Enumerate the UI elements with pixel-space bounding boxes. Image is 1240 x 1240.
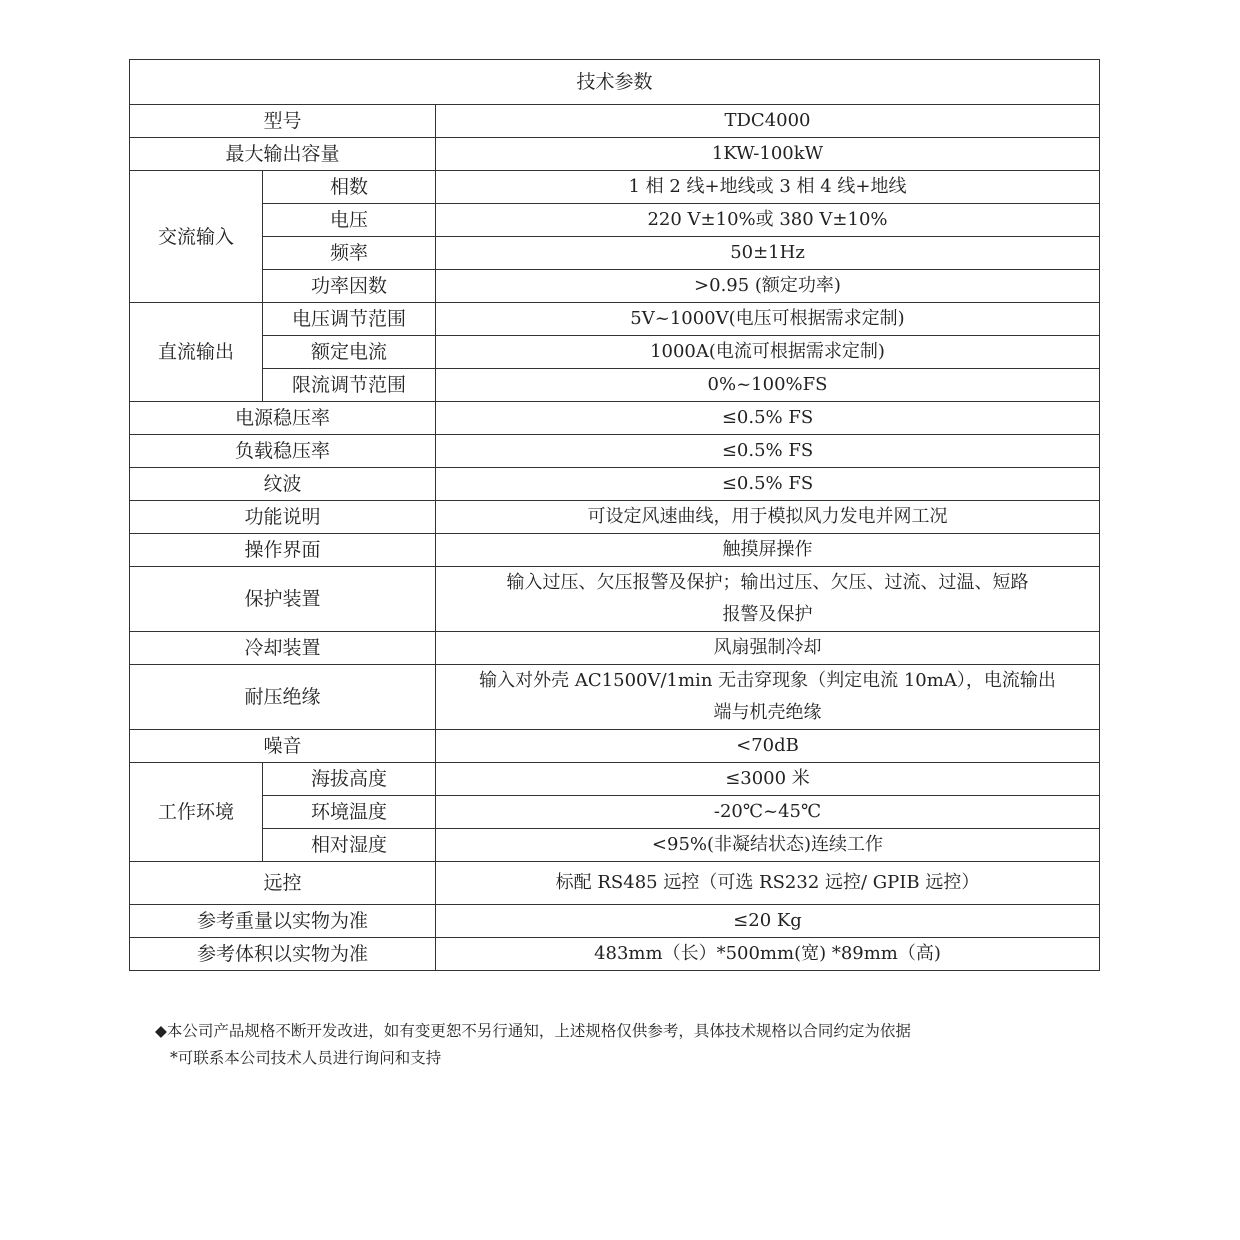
table-row (130, 435, 1100, 468)
row-label: 限流调节范围 (263, 369, 436, 402)
row-value: 50±1Hz (436, 237, 1100, 270)
row-value-line: 输入对外壳 AC1500V/1min 无击穿现象（判定电流 10mA），电流输出 (479, 670, 1056, 691)
spec-table (129, 59, 1100, 971)
row-value: ≤3000 米 (436, 763, 1100, 796)
footnote-disclaimer: ◆本公司产品规格不断开发改进，如有变更恕不另行通知，上述规格仅供参考，具体技术规格以合同约定为依据 (155, 1022, 911, 1040)
row-value: 触摸屏操作 (436, 534, 1100, 567)
row-label: 额定电流 (263, 336, 436, 369)
table-title: 技术参数 (130, 60, 1100, 105)
row-label: 电压调节范围 (263, 303, 436, 336)
table-row (130, 730, 1100, 763)
footnote-contact: *可联系本公司技术人员进行询问和支持 (170, 1049, 442, 1067)
table-row (130, 204, 1100, 237)
table-row (130, 938, 1100, 971)
row-label: 参考重量以实物为准 (130, 905, 436, 938)
table-row (130, 501, 1100, 534)
row-label: 功率因数 (263, 270, 436, 303)
table-row (130, 171, 1100, 204)
row-value: <95%(非凝结状态)连续工作 (436, 829, 1100, 862)
row-value: ≤0.5% FS (436, 435, 1100, 468)
row-label: 功能说明 (130, 501, 436, 534)
table-row (130, 270, 1100, 303)
row-label: 远控 (130, 862, 436, 905)
row-label: 冷却装置 (130, 632, 436, 665)
row-label: 纹波 (130, 468, 436, 501)
row-label: 环境温度 (263, 796, 436, 829)
table-row (130, 402, 1100, 435)
row-label: 保护装置 (130, 567, 436, 632)
row-value: TDC4000 (436, 105, 1100, 138)
row-value: 1KW-100kW (436, 138, 1100, 171)
table-row (130, 567, 1100, 632)
row-value: ≤20 Kg (436, 905, 1100, 938)
row-value: 1 相 2 线+地线或 3 相 4 线+地线 (436, 171, 1100, 204)
row-value: 可设定风速曲线，用于模拟风力发电并网工况 (436, 501, 1100, 534)
row-label: 操作界面 (130, 534, 436, 567)
table-row (130, 369, 1100, 402)
row-value: 220 V±10%或 380 V±10% (436, 204, 1100, 237)
row-label: 型号 (130, 105, 436, 138)
row-value: >0.95 (额定功率) (436, 270, 1100, 303)
table-row (130, 468, 1100, 501)
row-label: 耐压绝缘 (130, 665, 436, 730)
row-label: 电压 (263, 204, 436, 237)
row-value-line: 报警及保护 (722, 604, 813, 625)
table-row (130, 138, 1100, 171)
row-value-line: 输入过压、欠压报警及保护；输出过压、欠压、过流、过温、短路 (506, 572, 1029, 593)
row-value: 5V~1000V(电压可根据需求定制) (436, 303, 1100, 336)
row-label: 相对湿度 (263, 829, 436, 862)
table-row (130, 237, 1100, 270)
row-label: 频率 (263, 237, 436, 270)
row-label: 电源稳压率 (130, 402, 436, 435)
table-row (130, 105, 1100, 138)
row-value: 0%~100%FS (436, 369, 1100, 402)
row-value: 风扇强制冷却 (436, 632, 1100, 665)
row-value: 标配 RS485 远控（可选 RS232 远控/ GPIB 远控） (436, 862, 1100, 905)
row-value-line: 端与机壳绝缘 (713, 702, 822, 723)
row-value (436, 567, 1100, 632)
table-row (130, 796, 1100, 829)
table-row (130, 665, 1100, 730)
table-row (130, 303, 1100, 336)
row-value (436, 665, 1100, 730)
table-row (130, 905, 1100, 938)
row-label: 负载稳压率 (130, 435, 436, 468)
group-label-dc-output: 直流输出 (130, 303, 263, 402)
table-row (130, 763, 1100, 796)
table-row (130, 632, 1100, 665)
row-label: 最大输出容量 (130, 138, 436, 171)
group-label-environment: 工作环境 (130, 763, 263, 862)
row-label: 海拔高度 (263, 763, 436, 796)
row-value: 483mm（长）*500mm(宽) *89mm（高) (436, 938, 1100, 971)
row-label: 噪音 (130, 730, 436, 763)
table-row (130, 534, 1100, 567)
group-label-ac-input: 交流输入 (130, 171, 263, 303)
table-row (130, 829, 1100, 862)
footnotes (155, 1018, 911, 1072)
row-value: 1000A(电流可根据需求定制) (436, 336, 1100, 369)
row-value: ≤0.5% FS (436, 402, 1100, 435)
table-row (130, 862, 1100, 905)
table-row (130, 336, 1100, 369)
row-label: 参考体积以实物为准 (130, 938, 436, 971)
row-value: <70dB (436, 730, 1100, 763)
row-value: ≤0.5% FS (436, 468, 1100, 501)
row-value: -20℃~45℃ (436, 796, 1100, 829)
row-label: 相数 (263, 171, 436, 204)
